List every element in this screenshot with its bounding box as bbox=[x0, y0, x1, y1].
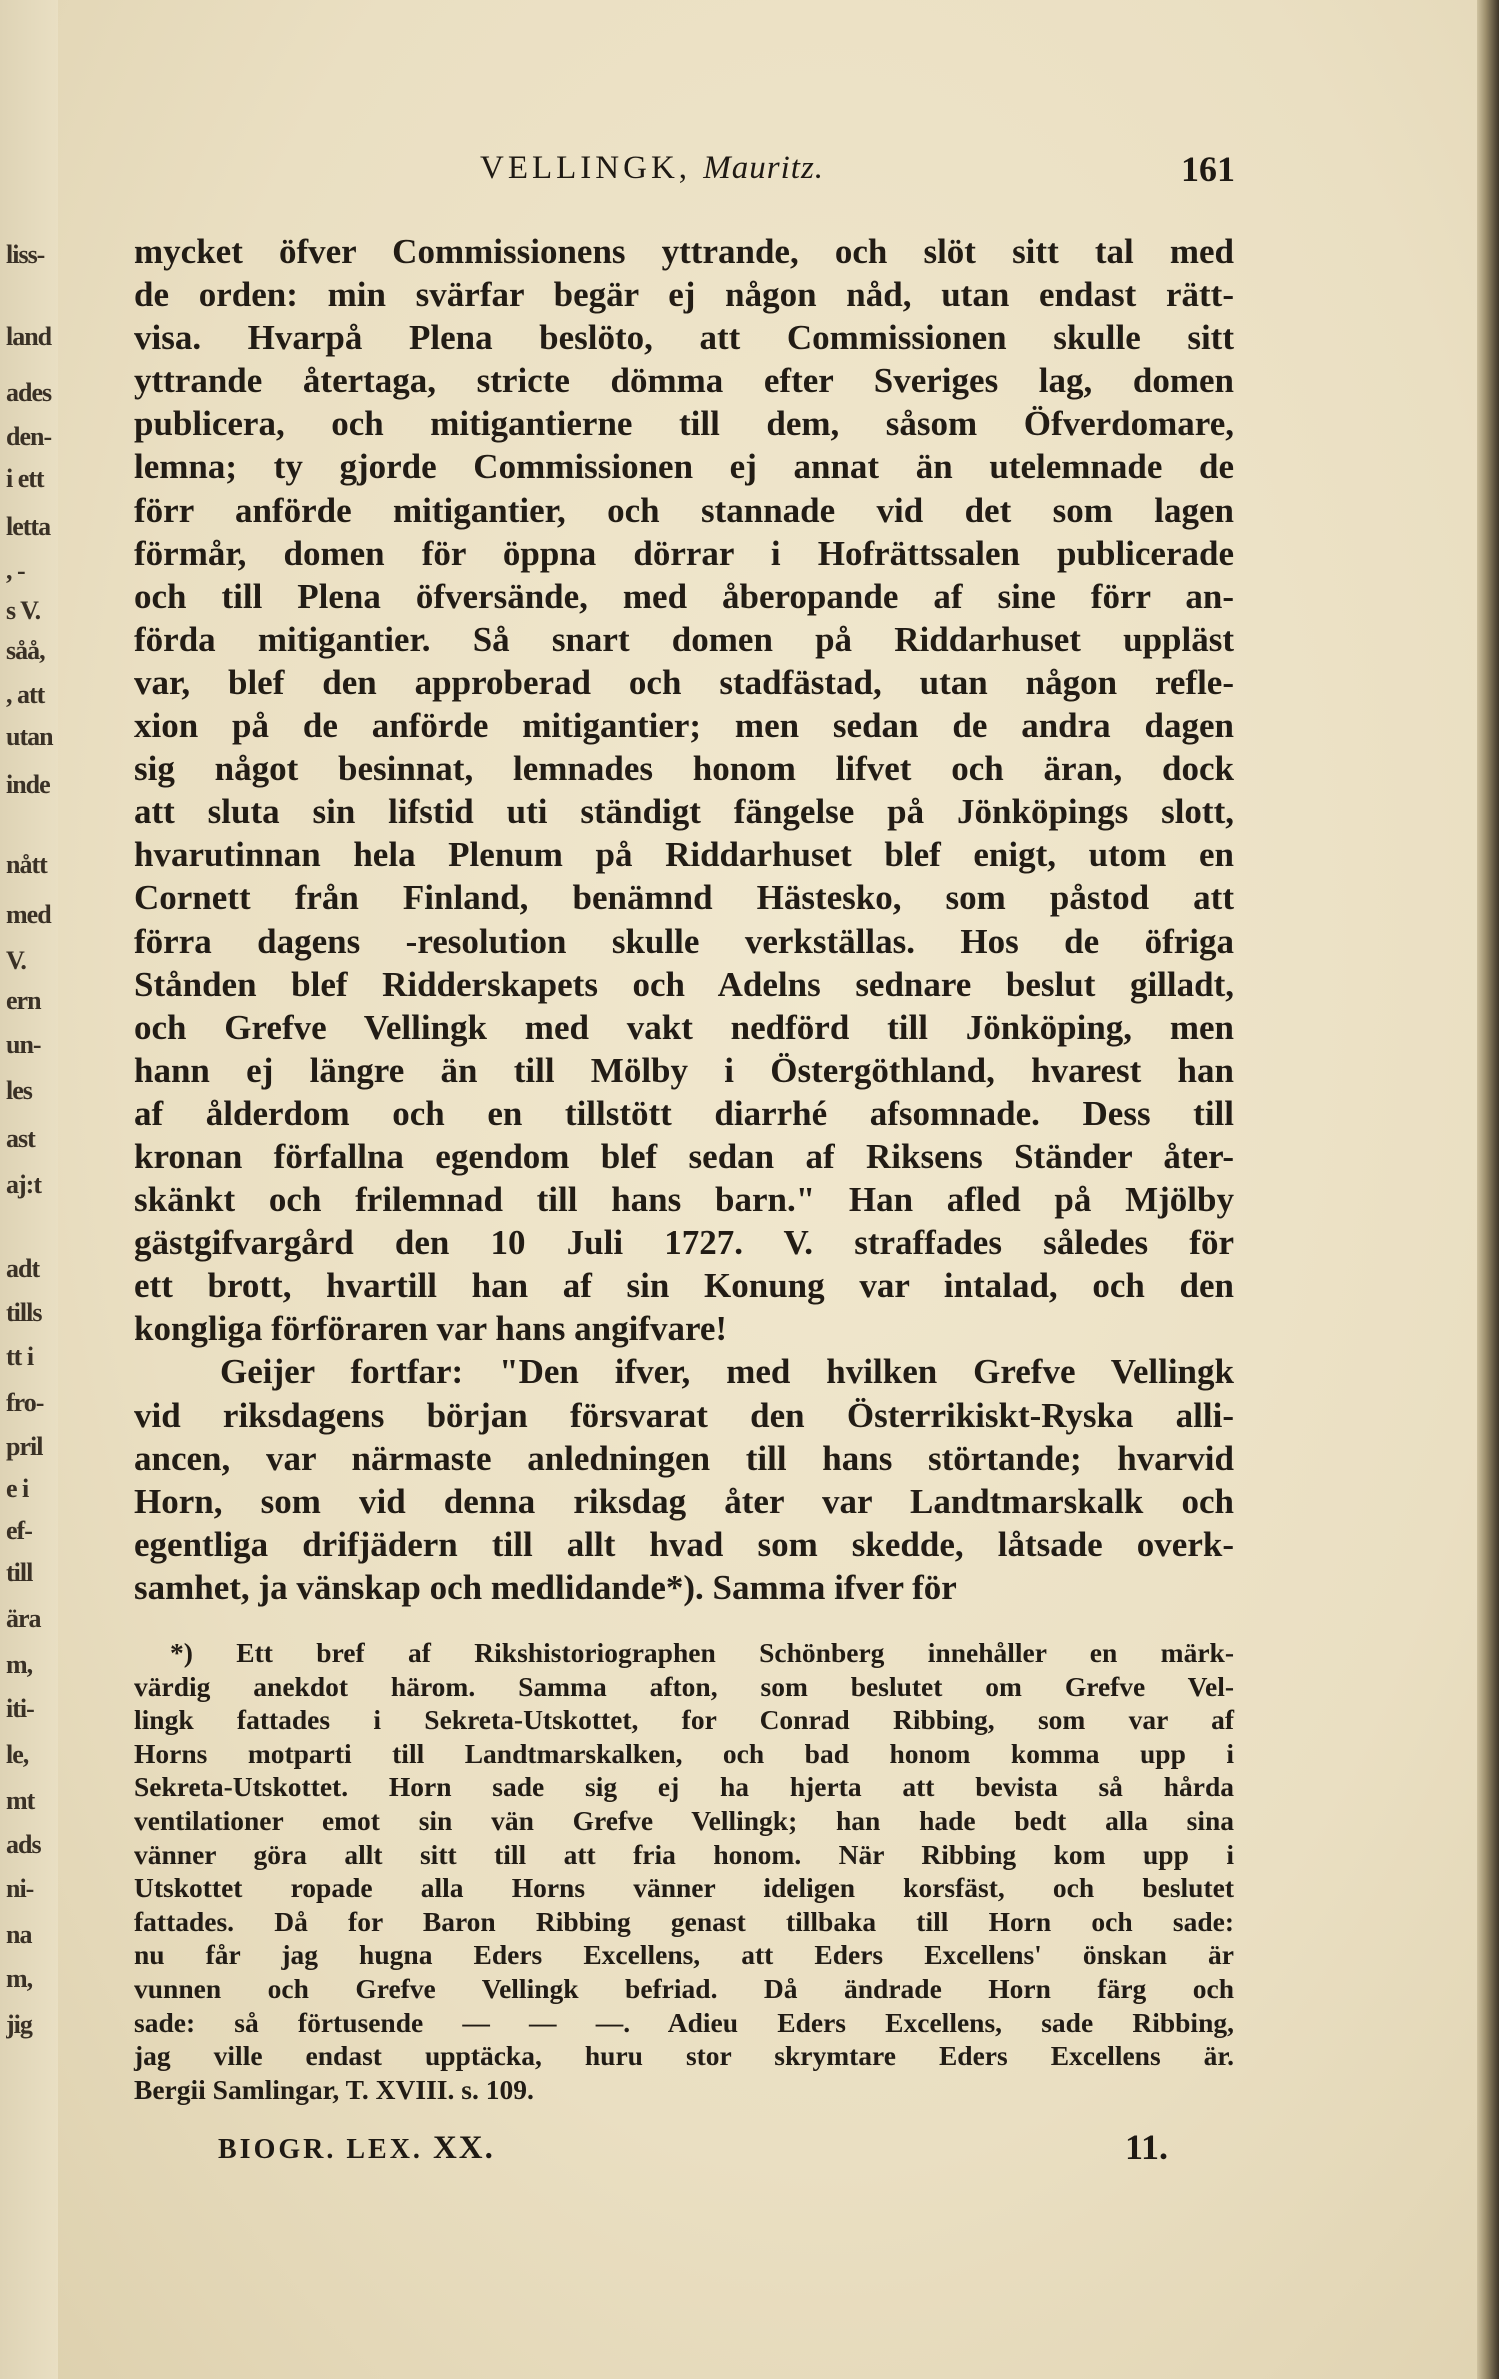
signature-text: BIOGR. LEX. bbox=[218, 2134, 423, 2165]
previous-page-fragment: ef- bbox=[6, 1516, 32, 1545]
footnote-line: lingk fattades i Sekreta-Utskottet, for Conrad Ribbing, som var af bbox=[134, 1704, 1234, 1736]
text-line: Horn, som vid denna riksdag åter var Landtmarskalk och bbox=[134, 1481, 1234, 1521]
previous-page-fragment: ära bbox=[6, 1604, 41, 1633]
text-line: visa. Hvarpå Plena beslöto, att Commissionen skulle sitt bbox=[134, 318, 1234, 358]
previous-page-fragment: jig bbox=[6, 2010, 32, 2039]
previous-page-fragment: tt i bbox=[6, 1342, 34, 1371]
footnote-line: Sekreta-Utskottet. Horn sade sig ej ha hjerta att bevista så hårda bbox=[134, 1771, 1234, 1803]
text-line: och till Plena öfversände, med åberopande af sine förr an- bbox=[134, 576, 1234, 616]
text-line: sig något besinnat, lemnades honom lifvet och äran, dock bbox=[134, 749, 1234, 789]
text-line: mycket öfver Commissionens yttrande, och slöt sitt tal med bbox=[134, 232, 1234, 271]
footnote-line: sade: så förtusende — — —. Adieu Eders Excellens, sade Ribbing, bbox=[134, 2006, 1234, 2038]
previous-page-fragment: les bbox=[6, 1076, 32, 1105]
text-line: hvarutinnan hela Plenum på Riddarhuset blef enigt, utom en bbox=[134, 835, 1234, 875]
footnote-line: fattades. Då for Baron Ribbing genast tillbaka till Horn och sade: bbox=[134, 1905, 1234, 1937]
text-line: förr anförde mitigantier, och stannade vid det som lagen bbox=[134, 490, 1234, 530]
text-line: egentliga drifjädern till allt hvad som skedde, låtsade overk- bbox=[134, 1524, 1234, 1564]
text-line: yttrande återtaga, stricte dömma efter Sveriges lag, domen bbox=[134, 361, 1234, 401]
previous-page-fragment: letta bbox=[6, 512, 51, 541]
previous-page-fragment: tills bbox=[6, 1298, 42, 1327]
previous-page-fragment: utan bbox=[6, 722, 53, 751]
text-line: och Grefve Vellingk med vakt nedförd till Jönköping, men bbox=[134, 1007, 1234, 1047]
running-name: VELLINGK, bbox=[480, 150, 692, 186]
previous-page-fragment: na bbox=[6, 1920, 32, 1949]
previous-page-fragment: , - bbox=[6, 556, 25, 585]
previous-page-edge bbox=[0, 0, 58, 2379]
previous-page-fragment: fro- bbox=[6, 1388, 44, 1417]
previous-page-fragment: le, bbox=[6, 1740, 29, 1769]
previous-page-fragment: ades bbox=[6, 378, 52, 407]
text-line: förra dagens -resolution skulle verkställas. Hos de öfriga bbox=[134, 921, 1234, 961]
footnote-line: Horns motparti till Landtmarskalken, och bad honom komma upp i bbox=[134, 1737, 1234, 1769]
text-line: förda mitigantier. Så snart domen på Riddarhuset uppläst bbox=[134, 619, 1234, 659]
page-footer bbox=[218, 2127, 1168, 2174]
previous-page-fragment: s V. bbox=[6, 596, 41, 625]
footnote-line: Utskottet ropade alla Horns vänner ideligen korsfäst, och beslutet bbox=[134, 1872, 1234, 1904]
text-line: publicera, och mitigantierne till dem, såsom Öfverdomare, bbox=[134, 404, 1234, 444]
previous-page-fragment: aj:t bbox=[6, 1170, 41, 1199]
previous-page-fragment: e i bbox=[6, 1474, 29, 1503]
text-line: Geijer fortfar: "Den ifver, med hvilken Grefve Vellingk bbox=[220, 1352, 1234, 1392]
previous-page-fragment: pril bbox=[6, 1432, 43, 1461]
previous-page-fragment: den- bbox=[6, 422, 52, 451]
footnote-line: vunnen och Grefve Vellingk befriad. Då ändrade Horn färg och bbox=[134, 1972, 1234, 2004]
text-line: hann ej längre än till Mölby i Östergöthland, hvarest han bbox=[134, 1050, 1234, 1090]
text-line: skänkt och frilemnad till hans barn." Han afled på Mjölby bbox=[134, 1180, 1234, 1220]
running-header bbox=[135, 150, 1235, 200]
text-line: Stånden blef Ridderskapets och Adelns sednare beslut gilladt, bbox=[134, 964, 1234, 1004]
previous-page-fragment: till bbox=[6, 1558, 33, 1587]
text-line: Cornett från Finland, benämnd Hästesko, som påstod att bbox=[134, 878, 1234, 918]
text-line: samhet, ja vänskap och medlidande*). Samma ifver för bbox=[134, 1567, 957, 1607]
text-line: kronan förfallna egendom blef sedan af Riksens Ständer åter- bbox=[134, 1136, 1234, 1176]
text-line: var, blef den approberad och stadfästad, utan någon refle- bbox=[134, 662, 1234, 702]
book-spine-shadow bbox=[1477, 0, 1499, 2379]
signature-mark bbox=[218, 2130, 495, 2167]
previous-page-fragment: , att bbox=[6, 680, 45, 709]
previous-page-fragment: i ett bbox=[6, 464, 44, 493]
text-line: ancen, var närmaste anledningen till hans störtande; hvarvid bbox=[134, 1438, 1234, 1478]
previous-page-fragment: ni- bbox=[6, 1874, 34, 1903]
text-line: xion på de anförde mitigantier; men sedan de andra dagen bbox=[134, 706, 1234, 746]
previous-page-fragment: land bbox=[6, 322, 52, 351]
footnote-line: ventilationer emot sin vän Grefve Vellingk; han hade bedt alla sina bbox=[134, 1804, 1234, 1836]
volume-number: XX. bbox=[432, 2130, 495, 2166]
previous-page-fragment: un- bbox=[6, 1030, 41, 1059]
previous-page-fragment: liss- bbox=[6, 240, 45, 269]
previous-page-fragment: såå, bbox=[6, 636, 45, 665]
footnote-line: nu får jag hugna Eders Excellens, att Eders Excellens' önskan är bbox=[134, 1939, 1234, 1971]
previous-page-fragment: V. bbox=[6, 946, 26, 975]
previous-page-fragment: ern bbox=[6, 986, 41, 1015]
text-line: förmår, domen för öppna dörrar i Hofrättssalen publicerade bbox=[134, 533, 1234, 573]
text-line: gästgifvargård den 10 Juli 1727. V. straffades således för bbox=[134, 1223, 1234, 1263]
text-line: de orden: min svärfar begär ej någon nåd, utan endast rätt- bbox=[134, 275, 1234, 315]
previous-page-fragment: nått bbox=[6, 850, 47, 879]
previous-page-fragment: iti- bbox=[6, 1694, 34, 1723]
previous-page-fragment: inde bbox=[6, 770, 50, 799]
page-number: 161 bbox=[1181, 149, 1235, 189]
previous-page-fragment: med bbox=[6, 900, 51, 929]
footnote-line: Bergii Samlingar, T. XVIII. s. 109. bbox=[134, 2073, 534, 2105]
text-line: lemna; ty gjorde Commissionen ej annat än utelemnade de bbox=[134, 447, 1234, 487]
previous-page-fragment: m, bbox=[6, 1650, 33, 1679]
previous-page-fragment: adt bbox=[6, 1254, 40, 1283]
previous-page-fragment: ast bbox=[6, 1124, 35, 1153]
text-line: kongliga förföraren var hans angifvare! bbox=[134, 1309, 728, 1349]
footnote bbox=[134, 1636, 1234, 2106]
sheet-number: 11. bbox=[1124, 2127, 1168, 2167]
previous-page-fragment: ads bbox=[6, 1830, 41, 1859]
previous-page-fragment: m, bbox=[6, 1964, 33, 1993]
running-forename: Mauritz. bbox=[703, 150, 825, 186]
main-text bbox=[134, 230, 1234, 1609]
previous-page-fragment: mt bbox=[6, 1786, 35, 1815]
text-line: vid riksdagens början försvarat den Österrikiskt-Ryska alli- bbox=[134, 1395, 1234, 1435]
text-line: af ålderdom och en tillstött diarrhé afsomnade. Dess till bbox=[134, 1093, 1234, 1133]
footnote-line: vänner göra allt sitt till att fria honom. När Ribbing kom upp i bbox=[134, 1838, 1234, 1870]
footnote-line: värdig anekdot härom. Samma afton, som beslutet om Grefve Vel- bbox=[134, 1670, 1234, 1702]
running-title bbox=[480, 150, 824, 187]
text-line: att sluta sin lifstid uti ständigt fängelse på Jönköpings slott, bbox=[134, 792, 1234, 832]
footnote-line: *) Ett bref af Rikshistoriographen Schönberg innehåller en märk- bbox=[170, 1637, 1234, 1668]
text-line: ett brott, hvartill han af sin Konung var intalad, och den bbox=[134, 1266, 1234, 1306]
footnote-line: jag ville endast upptäcka, huru stor skrymtare Eders Excellens är. bbox=[134, 2040, 1234, 2072]
